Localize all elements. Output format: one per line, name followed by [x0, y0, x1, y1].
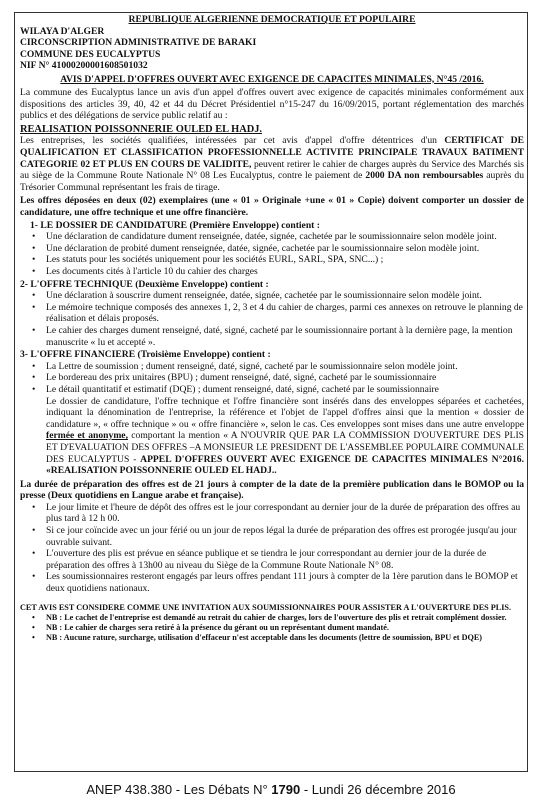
- bullet-icon: •: [32, 231, 36, 243]
- list-item: • La Lettre de soumission ; dument renseigné, daté, signé, cacheté par le soumissionnaire selon modèle joint.: [32, 360, 458, 372]
- intro-paragraph: La commune des Eucalyptus lance un avis d'un appel d'offres ouvert avec exigence de capacités minimales conformément aux dispositions des articles 39, 40, 42 et 44 du Décret Présidentiel n°15-247 du 16/09/2015, portant réglementation des marchés publics et des délégations de service public relatif au :: [20, 87, 524, 122]
- nif-line: NIF N° 41000200001608501032: [20, 60, 148, 71]
- list-item: • Le détail quantitatif et estimatif (DQE) ; dument renseigné, daté, signé, cacheté par le soumissionnaire: [32, 383, 439, 395]
- avis-title: AVIS D'APPEL D'OFFRES OUVERT AVEC EXIGENCE DE CAPACITES MINIMALES, N°45 /2016.: [60, 73, 484, 85]
- list-item: • Une déclaration de probité dument renseignée, datée, signée, cachetée par le soumissionnaire selon modèle joint.: [32, 242, 480, 254]
- bullet-icon: •: [32, 525, 36, 537]
- footer-num-label: N°: [253, 782, 268, 797]
- list-item: • Le mémoire technique composés des annexes 1, 2, 3 et 4 du cahier de charges, parmi ces annexes on retrouve le planning de réalisation et délais proposés.: [32, 301, 523, 325]
- list-item: • Une déclaration de candidature dument renseignée, datée, signée, cachetée par le soumissionnaire selon modèle joint.: [32, 231, 497, 243]
- notes-list: [20, 613, 524, 644]
- publication-footer: [14, 782, 528, 797]
- bullet-icon: •: [32, 242, 36, 254]
- offers-intro: Les offres déposées en deux (02) exemplaires (une « 01 » Originale +une « 01 » Copie) doivent comporter un dossier de candidature, une offre technique et une offre financière.: [20, 195, 524, 219]
- eligibility-certificate: CERTIFICAT DE QUALIFICATION ET CLASSIFICATION PROFESSIONNELLE ACTIVITE PRINCIPALE TRAVAUX BATIMENT CATEGORIE 02 ET PLUS EN COURS DE VALIDITE,: [20, 135, 524, 170]
- list-item: • NB : Le cachet de l'entreprise est demandé au retrait du cahier de charges, lors de l'ouverture des plis et retrait complément dossier.: [32, 612, 507, 622]
- section3-title: 3- L'OFFRE FINANCIERE (Troisième Enveloppe) contient :: [20, 349, 271, 361]
- bullet-icon: •: [32, 633, 35, 643]
- wilaya-line: WILAYA D'ALGER: [20, 25, 105, 37]
- bullet-icon: •: [32, 360, 36, 372]
- bullet-icon: •: [32, 571, 36, 583]
- bullet-icon: •: [32, 290, 36, 302]
- notes-block: [20, 603, 524, 644]
- bullet-icon: •: [32, 301, 36, 313]
- bullet-icon: •: [32, 372, 36, 384]
- footer-date: - Lundi 26 décembre 2016: [303, 782, 456, 797]
- bullet-icon: •: [32, 623, 35, 633]
- section3-list: [20, 361, 524, 396]
- list-item: • NB : Le cahier de charges sera retiré à la présence du gérant ou un représentant dument mandaté.: [32, 623, 389, 633]
- list-item: • Les soumissionnaires resteront engagés par leurs offres pendant 111 jours à compter de la 1ère parution dans le BOMOP et deux quotidiens nationaux.: [32, 571, 518, 595]
- list-item: • Le jour limite et l'heure de dépôt des offres est le jour correspondant au dernier jour de la durée de préparation des offres au plus tard à 12 h 00.: [32, 501, 521, 525]
- eligibility-text-2: peuvent retirer le cahier de charges auprès du Service des Marchés sis au siège de la Commune Route Nationale N° 08 Les Eucalyptus, contre le paiement de: [20, 158, 524, 182]
- envelopes-paragraph: Le dossier de candidature, l'offre technique et l'offre financière sont insérés dans des enveloppes séparées et cachetées, indiquant la dénomination de l'entreprise, la référence et l'objet de l'appel d'offres ainsi que la mention « dossier de candidature », « offre technique » ou « offre financière », selon le cas. Ces enveloppes sont mises dans une autre enveloppe fermée et anonyme, comportant la mention « A N'OUVRIR QUE PAR LA COMMISSION D'OUVERTURE DES PLIS ET D'EVALUATION DES OFFRES –A MONSIEUR LE PRESIDENT DE L'ASSEMBLEE POPULAIRE COMMUNALE DES EUCALYPTUS - APPEL D'OFFRES OUVERT AVEC EXIGENCE DE CAPACITES MINIMALES N°2016. «REALISATION POISSONNERIE OULED EL HADJ..: [46, 395, 524, 477]
- list-item: • Les documents cités à l'article 10 du cahier des charges: [32, 266, 258, 277]
- section1-list: [20, 231, 524, 277]
- notice-content: [20, 14, 524, 643]
- eligibility-paragraph: [20, 135, 524, 193]
- bullet-icon: •: [32, 324, 36, 336]
- eligibility-price: 2000 DA non remboursables: [365, 170, 484, 182]
- circonscription-line: CIRCONSCRIPTION ADMINISTRATIVE DE BARAKI: [20, 37, 257, 48]
- section1-title: 1- LE DOSSIER DE CANDIDATURE (Première Enveloppe) contient :: [30, 219, 320, 231]
- bullet-icon: •: [32, 501, 36, 513]
- footer-ref: ANEP 438.380 - Les Débats: [86, 782, 250, 797]
- bullet-icon: •: [32, 548, 36, 560]
- list-item: • Une déclaration à souscrire dument renseignée, datée, signée, cachetée par le soumissionnaire selon modèle joint.: [32, 290, 482, 302]
- list-item: • Le bordereau des prix unitaires (BPU) ; dument renseigné, daté, signé, cacheté par le soumissionnaire: [32, 372, 437, 384]
- eligibility-text-1: Les entreprises, les sociétés qualifiées, intéressées par cet avis d'appel d'offre détentrices d'un: [20, 135, 437, 147]
- list-item: • NB : Aucune rature, surcharge, utilisation d'effaceur n'est acceptable dans les documents (lettre de soumission, BPU et DQE): [32, 633, 483, 643]
- list-item: • L'ouverture des plis est prévue en séance publique et se tiendra le jour correspondant au dernier jour de la durée de préparation des offres à 13h00 au niveau du Siège de la Commune Route Nationale N° 08.: [32, 548, 487, 571]
- section2-list: [20, 290, 524, 348]
- project-title: REALISATION POISSONNERIE OULED EL HADJ.: [20, 123, 263, 135]
- invitation-line: CET AVIS EST CONSIDERE COMME UNE INVITATION AUX SOUMISSIONNAIRES POUR ASSISTER A L'OUVERTURE DES PLIS.: [20, 602, 512, 612]
- bullet-icon: •: [32, 254, 36, 266]
- eligibility-text-3: auprès du Trésorier Communal représentant les frais de tirage.: [20, 170, 524, 193]
- bullet-icon: •: [32, 612, 35, 622]
- footer-issue-number: 1790: [271, 782, 301, 797]
- bullet-icon: •: [32, 266, 36, 277]
- list-item: • Le cahier des charges dument renseigné, daté, signé, cacheté par le soumissionnaire portant à la dernière page, la mention manuscrite « lu et accepté ».: [32, 324, 513, 348]
- list-item: • Si ce jour coïncide avec un jour férié ou un jour de repos légal la durée de préparation des offres est prorogée jusqu'au jour ouvrable suivant.: [32, 525, 517, 548]
- section2-title: 2- L'OFFRE TECHNIQUE (Deuxième Enveloppe) contient :: [20, 278, 269, 290]
- commune-line: COMMUNE DES EUCALYPTUS: [20, 48, 161, 60]
- republic-heading: REPUBLIQUE ALGERIENNE DEMOCRATIQUE ET POPULAIRE: [128, 14, 416, 25]
- duration-paragraph: La durée de préparation des offres est de 21 jours à compter de la date de la première publication dans le BOMOP ou la presse (Deux quotidiens en Langue arabe et française).: [20, 478, 524, 502]
- list-item: • Les statuts pour les sociétés uniquement pour les sociétés EURL, SARL, SPA, SNC...) ;: [32, 254, 384, 266]
- bullet-icon: •: [32, 383, 36, 395]
- deadline-list: [20, 502, 524, 595]
